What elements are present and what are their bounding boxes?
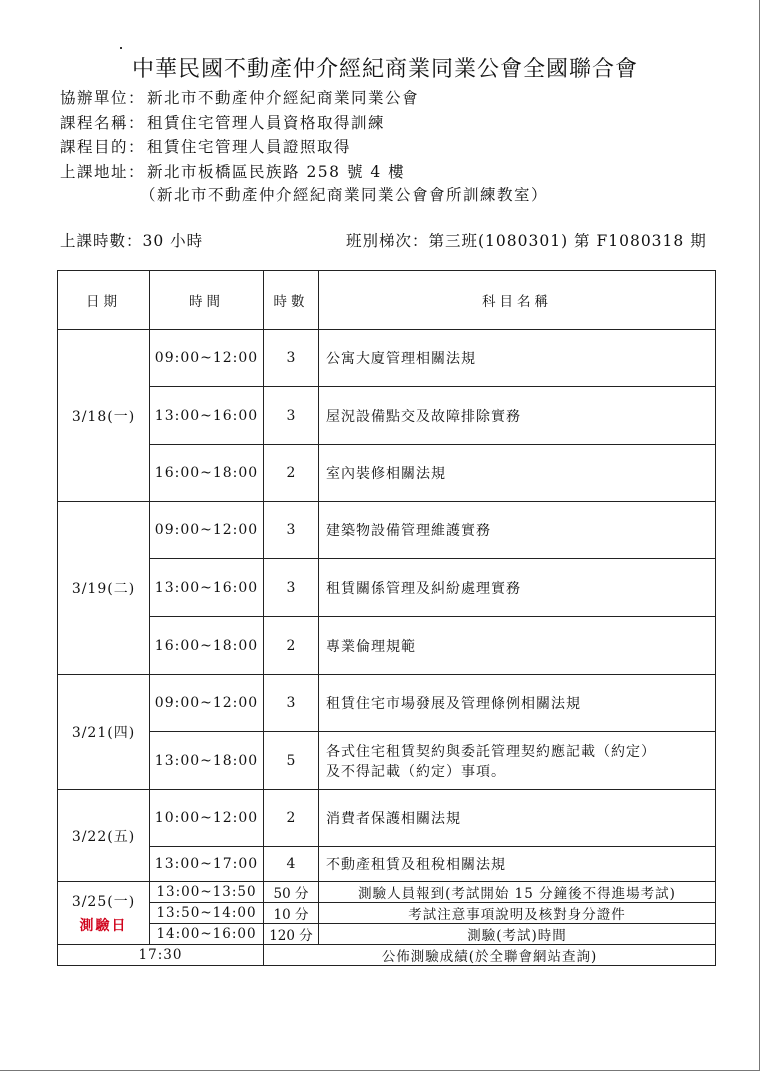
header-hours: 時數 (264, 271, 319, 330)
organizer-line (60, 86, 419, 108)
table-row (58, 559, 716, 617)
date-cell: 3/18(一) (58, 330, 150, 502)
subject-cell: 建築物設備管理維護實務 (319, 502, 716, 559)
hours-cell: 120 分 (264, 924, 319, 945)
date-cell: 3/21(四) (58, 675, 150, 790)
purpose-label: 課程目的： (60, 138, 146, 156)
course-name-value: 租賃住宅管理人員資格取得訓練 (147, 114, 386, 132)
table-row (58, 732, 716, 790)
subject-cell: 不動產租賃及租稅相關法規 (319, 847, 716, 882)
time-cell: 16:00~18:00 (150, 617, 264, 675)
table-row (58, 502, 716, 559)
scan-speck (120, 47, 122, 49)
time-cell: 14:00~16:00 (150, 924, 264, 945)
hours-cell: 3 (264, 502, 319, 559)
subject-cell: 公佈測驗成績(於全聯會網站查詢) (264, 945, 716, 966)
time-cell: 09:00~12:00 (150, 675, 264, 732)
hours-cell: 2 (264, 617, 319, 675)
hours-cell: 3 (264, 387, 319, 445)
time-cell: 13:00~16:00 (150, 559, 264, 617)
hours-cell: 3 (264, 559, 319, 617)
subject-cell: 屋況設備點交及故障排除實務 (319, 387, 716, 445)
subject-cell: 公寓大廈管理相關法規 (319, 330, 716, 387)
header-time: 時間 (150, 271, 264, 330)
subject-cell: 租賃關係管理及糾紛處理實務 (319, 559, 716, 617)
time-cell: 13:50~14:00 (150, 903, 264, 924)
hours-cell: 10 分 (264, 903, 319, 924)
course-hours: 上課時數：30 小時 (60, 232, 204, 250)
subject-cell: 室內裝修相關法規 (319, 445, 716, 502)
time-cell: 09:00~12:00 (150, 502, 264, 559)
date-cell: 3/22(五) (58, 790, 150, 882)
header-subject: 科目名稱 (319, 271, 716, 330)
address-line (60, 160, 405, 182)
time-cell: 17:30 (58, 945, 264, 966)
class-info: 班別梯次：第三班(1080301) 第 F1080318 期 (346, 232, 707, 250)
hours-cell: 5 (264, 732, 319, 790)
address-value: 新北市板橋區民族路 258 號 4 樓 (147, 163, 406, 181)
table-row (58, 445, 716, 502)
subject-cell: 專業倫理規範 (319, 617, 716, 675)
subject-line-2: 及不得記載（約定）事項。 (326, 763, 506, 780)
organizer-label: 協辦單位： (60, 89, 146, 107)
time-cell: 13:00~18:00 (150, 732, 264, 790)
organizer-value: 新北市不動產仲介經紀商業同業公會 (147, 89, 420, 107)
time-cell: 13:00~13:50 (150, 882, 264, 903)
subject-cell: 消費者保護相關法規 (319, 790, 716, 847)
time-cell: 13:00~16:00 (150, 387, 264, 445)
address-note: （新北市不動產仲介經紀商業同業公會會所訓練教室） (140, 186, 549, 204)
course-name-line (60, 111, 385, 133)
purpose-value: 租賃住宅管理人員證照取得 (147, 138, 352, 156)
subject-line-1: 各式住宅租賃契約與委託管理契約應記載（約定） (326, 743, 656, 760)
hours-cell: 3 (264, 675, 319, 732)
course-name-label: 課程名稱： (60, 114, 146, 132)
schedule-table (57, 270, 716, 966)
hours-cell: 3 (264, 330, 319, 387)
table-row (58, 945, 716, 966)
subject-cell: 測驗(考試)時間 (319, 924, 716, 945)
document-title: 中華民國不動產仲介經紀商業同業公會全國聯合會 (131, 57, 638, 82)
date-cell: 3/19(二) (58, 502, 150, 675)
time-cell: 16:00~18:00 (150, 445, 264, 502)
hours-cell: 4 (264, 847, 319, 882)
time-cell: 13:00~17:00 (150, 847, 264, 882)
header-date: 日期 (58, 271, 150, 330)
table-row (58, 903, 716, 924)
table-row (58, 882, 716, 903)
table-row (58, 924, 716, 945)
table-row (58, 847, 716, 882)
test-date: 3/25(一) (71, 894, 136, 910)
table-header-row (58, 271, 716, 330)
time-cell: 10:00~12:00 (150, 790, 264, 847)
hours-cell: 2 (264, 445, 319, 502)
subject-cell: 考試注意事項說明及核對身分證件 (319, 903, 716, 924)
table-row (58, 617, 716, 675)
table-row (58, 330, 716, 387)
hours-cell: 50 分 (264, 882, 319, 903)
purpose-line (60, 135, 351, 157)
address-label: 上課地址： (60, 163, 146, 181)
date-cell (58, 882, 150, 945)
hours-cell: 2 (264, 790, 319, 847)
table-row (58, 387, 716, 445)
subject-cell: 租賃住宅市場發展及管理條例相關法規 (319, 675, 716, 732)
time-cell: 09:00~12:00 (150, 330, 264, 387)
subject-cell: 測驗人員報到(考試開始 15 分鐘後不得進場考試) (319, 882, 716, 903)
test-day-label: 測驗日 (79, 918, 128, 934)
table-row (58, 675, 716, 732)
subject-cell (319, 732, 716, 790)
table-row (58, 790, 716, 847)
